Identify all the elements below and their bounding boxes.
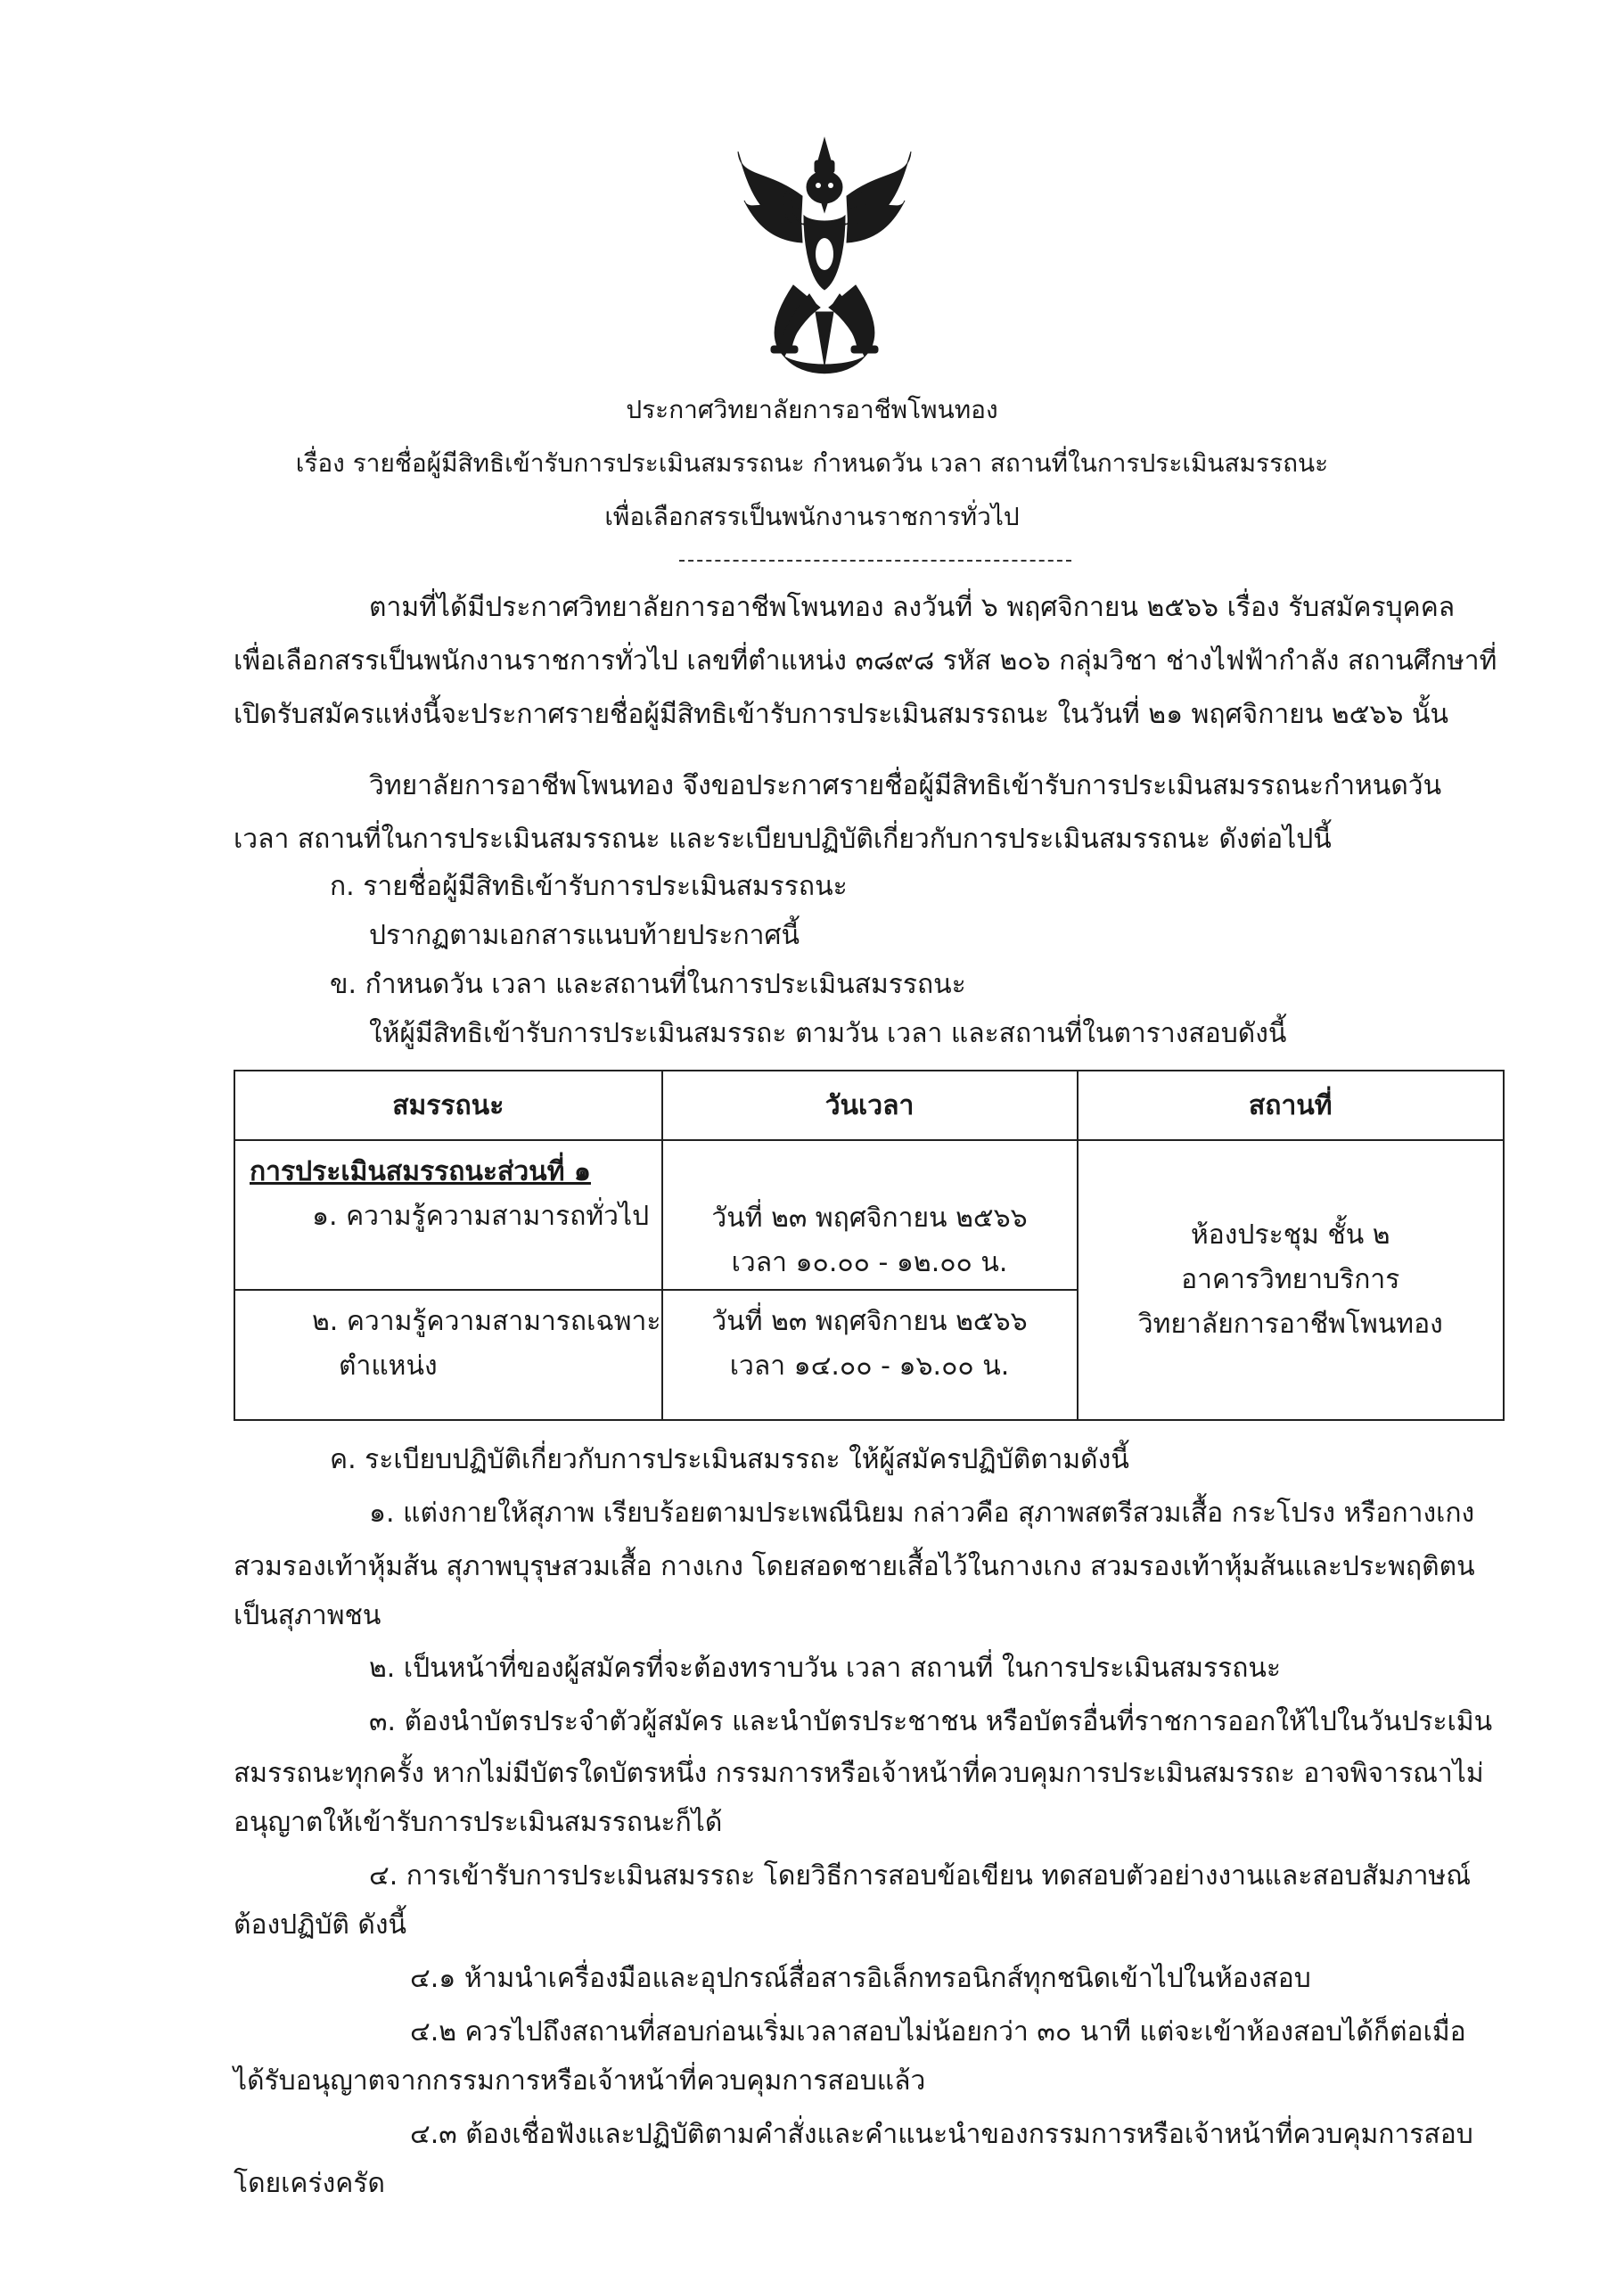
place-line-1: ห้องประชุม ชั้น ๒ (1190, 1219, 1390, 1251)
announcement-subject: เรื่อง รายชื่อผู้มีสิทธิเข้ารับการประเมินสมรรถนะ กำหนดวัน เวลา สถานที่ในการประเมินสมรรถนะ (295, 448, 1329, 478)
rule-4-line-1: ๔. การเข้ารับการประเมินสมรรถะ โดยวิธีการสอบข้อเขียน ทดสอบตัวอย่างงานและสอบสัมภาษณ์ (369, 1860, 1472, 1892)
rule-4-line-2: ต้องปฏิบัติ ดังนี้ (234, 1909, 407, 1941)
competency-cell (234, 1290, 662, 1420)
time-2: เวลา ๑๔.๐๐ - ๑๖.๐๐ น. (729, 1350, 1010, 1382)
section-b-body: ให้ผู้มีสิทธิเข้ารับการประเมินสมรรถะ ตามวัน เวลา และสถานที่ในตารางสอบดังนี้ (369, 1018, 1287, 1049)
competency-2-cont: ตำแหน่ง (339, 1350, 438, 1382)
header-place: สถานที่ (1078, 1071, 1504, 1140)
header-competency: สมรรถนะ (234, 1071, 662, 1140)
rule-3-line-1: ๓. ต้องนำบัตรประจำตัวผู้สมัคร และนำบัตรประชาชน หรือบัตรอื่นที่ราชการออกให้ไปในวันประเมิน (369, 1706, 1493, 1737)
announcement-title: ประกาศวิทยาลัยการอาชีพโพนทอง (626, 395, 998, 424)
intro-line-1: ตามที่ได้มีประกาศวิทยาลัยการอาชีพโพนทอง ลงวันที่ ๖ พฤศจิกายน ๒๕๖๖ เรื่อง รับสมัครบุคคล (369, 592, 1456, 623)
rule-4-3-line-2: โดยเคร่งครัด (234, 2168, 385, 2199)
competency-cell (234, 1140, 662, 1290)
para2-line-1: วิทยาลัยการอาชีพโพนทอง จึงขอประกาศรายชื่อผู้มีสิทธิเข้ารับการประเมินสมรรถนะกำหนดวัน (369, 770, 1442, 801)
section-b-title: ข. กำหนดวัน เวลา และสถานที่ในการประเมินสมรรถนะ (330, 969, 966, 1000)
place-line-3: วิทยาลัยการอาชีพโพนทอง (1137, 1309, 1443, 1340)
rule-1-line-1: ๑. แต่งกายให้สุภาพ เรียบร้อยตามประเพณีนิยม กล่าวคือ สุภาพสตรีสวมเสื้อ กระโปรง หรือกางเกง (369, 1498, 1475, 1529)
place-cell (1078, 1140, 1504, 1420)
rule-1-line-2: สวมรองเท้าหุ้มส้น สุภาพบุรุษสวมเสื้อ กางเกง โดยสอดชายเสื้อไว้ในกางเกง สวมรองเท้าหุ้มส้นและประพฤติตน (234, 1551, 1475, 1582)
schedule-table (234, 1070, 1505, 1421)
datetime-cell (662, 1140, 1078, 1290)
table-header-row (234, 1071, 1504, 1140)
section-a-title: ก. รายชื่อผู้มีสิทธิเข้ารับการประเมินสมรรถนะ (330, 871, 848, 902)
competency-2: ๒. ความรู้ความสามารถเฉพาะ (312, 1306, 661, 1337)
announcement-subject-cont: เพื่อเลือกสรรเป็นพนักงานราชการทั่วไป (604, 502, 1020, 531)
section-c-title: ค. ระเบียบปฏิบัติเกี่ยวกับการประเมินสมรรถะ ให้ผู้สมัครปฏิบัติตามดังนี้ (330, 1444, 1129, 1475)
garuda-emblem-icon (731, 134, 918, 392)
heading-divider (679, 560, 1071, 562)
rule-2: ๒. เป็นหน้าที่ของผู้สมัครที่จะต้องทราบวัน เวลา สถานที่ ในการประเมินสมรรถนะ (369, 1653, 1282, 1684)
rule-4-1: ๔.๑ ห้ามนำเครื่องมือและอุปกรณ์สื่อสารอิเล็กทรอนิกส์ทุกชนิดเข้าไปในห้องสอบ (410, 1963, 1311, 1994)
part-title: การประเมินสมรรถนะส่วนที่ ๑ (250, 1156, 591, 1187)
rule-4-2-line-2: ได้รับอนุญาตจากกรรมการหรือเจ้าหน้าที่ควบคุมการสอบแล้ว (234, 2065, 926, 2097)
datetime-cell (662, 1290, 1078, 1420)
date-1: วันที่ ๒๓ พฤศจิกายน ๒๕๖๖ (711, 1203, 1028, 1234)
rule-3-line-3: อนุญาตให้เข้ารับการประเมินสมรรถนะก็ได้ (234, 1807, 723, 1838)
date-2: วันที่ ๒๓ พฤศจิกายน ๒๕๖๖ (711, 1306, 1028, 1337)
rule-4-2-line-1: ๔.๒ ควรไปถึงสถานที่สอบก่อนเริ่มเวลาสอบไม่น้อยกว่า ๓๐ นาที แต่จะเข้าห้องสอบได้ก็ต่อเมื่อ (410, 2016, 1466, 2048)
intro-line-3: เปิดรับสมัครแห่งนี้จะประกาศรายชื่อผู้มีสิทธิเข้ารับการประเมินสมรรถนะ ในวันที่ ๒๑ พฤศจิกายน ๒๕๖๖ นั้น (234, 699, 1448, 730)
competency-1: ๑. ความรู้ความสามารถทั่วไป (312, 1201, 650, 1232)
time-1: เวลา ๑๐.๐๐ - ๑๒.๐๐ น. (731, 1247, 1008, 1278)
intro-line-2: เพื่อเลือกสรรเป็นพนักงานราชการทั่วไป เลขที่ตำแหน่ง ๓๘๙๘ รหัส ๒๐๖ กลุ่มวิชา ช่างไฟฟ้ากำลัง สถานศึกษาที่ (234, 645, 1497, 677)
place-line-2: อาคารวิทยาบริการ (1181, 1264, 1400, 1295)
header-datetime: วันเวลา (662, 1071, 1078, 1140)
rule-3-line-2: สมรรถนะทุกครั้ง หากไม่มีบัตรใดบัตรหนึ่ง กรรมการหรือเจ้าหน้าที่ควบคุมการประเมินสมรรถะ อาจพิจารณาไม่ (234, 1758, 1484, 1789)
table-row (234, 1140, 1504, 1290)
section-a-body: ปรากฏตามเอกสารแนบท้ายประกาศนี้ (369, 920, 800, 951)
rule-4-3-line-1: ๔.๓ ต้องเชื่อฟังและปฏิบัติตามคำสั่งและคำแนะนำของกรรมการหรือเจ้าหน้าที่ควบคุมการสอบ (410, 2119, 1473, 2150)
rule-1-line-3: เป็นสุภาพชน (234, 1600, 381, 1631)
para2-line-2: เวลา สถานที่ในการประเมินสมรรถนะ และระเบียบปฏิบัติเกี่ยวกับการประเมินสมรรถนะ ดังต่อไปนี้ (234, 824, 1332, 855)
